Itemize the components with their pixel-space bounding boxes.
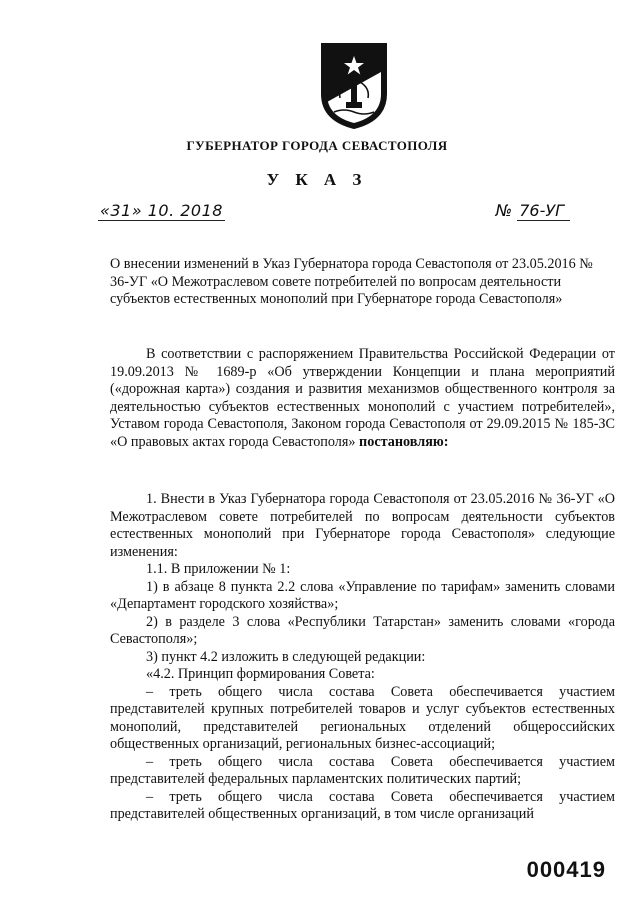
preamble-paragraph	[110, 346, 615, 451]
date-handwritten	[98, 201, 225, 221]
amendment-paragraph: 1. Внести в Указ Губернатора города Севастополя от 23.05.2016 № 36-УГ «О Межотраслевом совете потребителей по вопросам деятельности субъектов естественных монополий при Губернаторе города Севастополя» следующие изменения:	[110, 491, 615, 560]
page-serial-number: 000419	[526, 857, 606, 882]
preamble-text: В соответствии с распоряжением Правительства Российской Федерации от 19.09.2013 № 1689-р «Об утверждении Концепции и плана мероприятий («дорожная карта») создания и развития механизмов общественного контроля за деятельностью субъектов естественных монополий с участием потребителей», Уставом города Севастополя, Законом города Севастополя от 29.09.2015 № 185-ЗС «О правовых актах города Севастополя»	[110, 346, 615, 450]
decree-subject: О внесении изменений в Указ Губернатора города Севастополя от 23.05.2016 № 36-УГ «О Межотраслевом совете потребителей по вопросам деятельности субъектов естественных монополий при Губернаторе города Севастополя»	[110, 256, 593, 307]
decree-number	[495, 201, 570, 220]
amendment-paragraph: – треть общего числа состава Совета обеспечивается участием представителей крупных потребителей товаров и услуг субъектов естественных монополий, представителей региональных отделений общероссийских общественных организаций, региональных бизнес-ассоциаций;	[110, 683, 615, 752]
decree-amendments	[110, 491, 615, 824]
amendment-paragraph: – треть общего числа состава Совета обеспечивается участием представителей федеральных парламентских политических партий;	[110, 753, 615, 787]
amendment-paragraph: «4.2. Принцип формирования Совета:	[146, 666, 375, 682]
date-close-quote: »	[131, 201, 143, 220]
decree-preamble	[110, 346, 615, 451]
preamble-resolve: постановляю:	[359, 433, 449, 450]
governor-title: ГУБЕРНАТОР ГОРОДА СЕВАСТОПОЛЯ	[186, 138, 448, 153]
number-value: 76-УГ	[517, 201, 570, 221]
decree-title: У К А З	[266, 170, 368, 189]
date-open-quote: «	[100, 201, 111, 220]
amendment-paragraph: 1.1. В приложении № 1:	[146, 561, 291, 577]
date-day: 31	[110, 201, 132, 220]
sevastopol-coat-of-arms-icon	[318, 42, 390, 130]
amendment-paragraph: 1) в абзаце 8 пункта 2.2 слова «Управление по тарифам» заменить словами «Департамент городского хозяйства»;	[110, 578, 615, 612]
amendment-paragraph: 3) пункт 4.2 изложить в следующей редакции:	[146, 648, 426, 665]
date-month-year: 10. 2018	[147, 201, 223, 220]
number-prefix: №	[495, 201, 513, 220]
amendment-paragraph: 2) в разделе 3 слова «Республики Татарстан» заменить словами «города Севастополя»;	[110, 613, 615, 647]
amendment-paragraph: – треть общего числа состава Совета обеспечивается участием представителей общественных организаций, в том числе организаций	[110, 788, 615, 822]
decree-date	[98, 201, 225, 220]
